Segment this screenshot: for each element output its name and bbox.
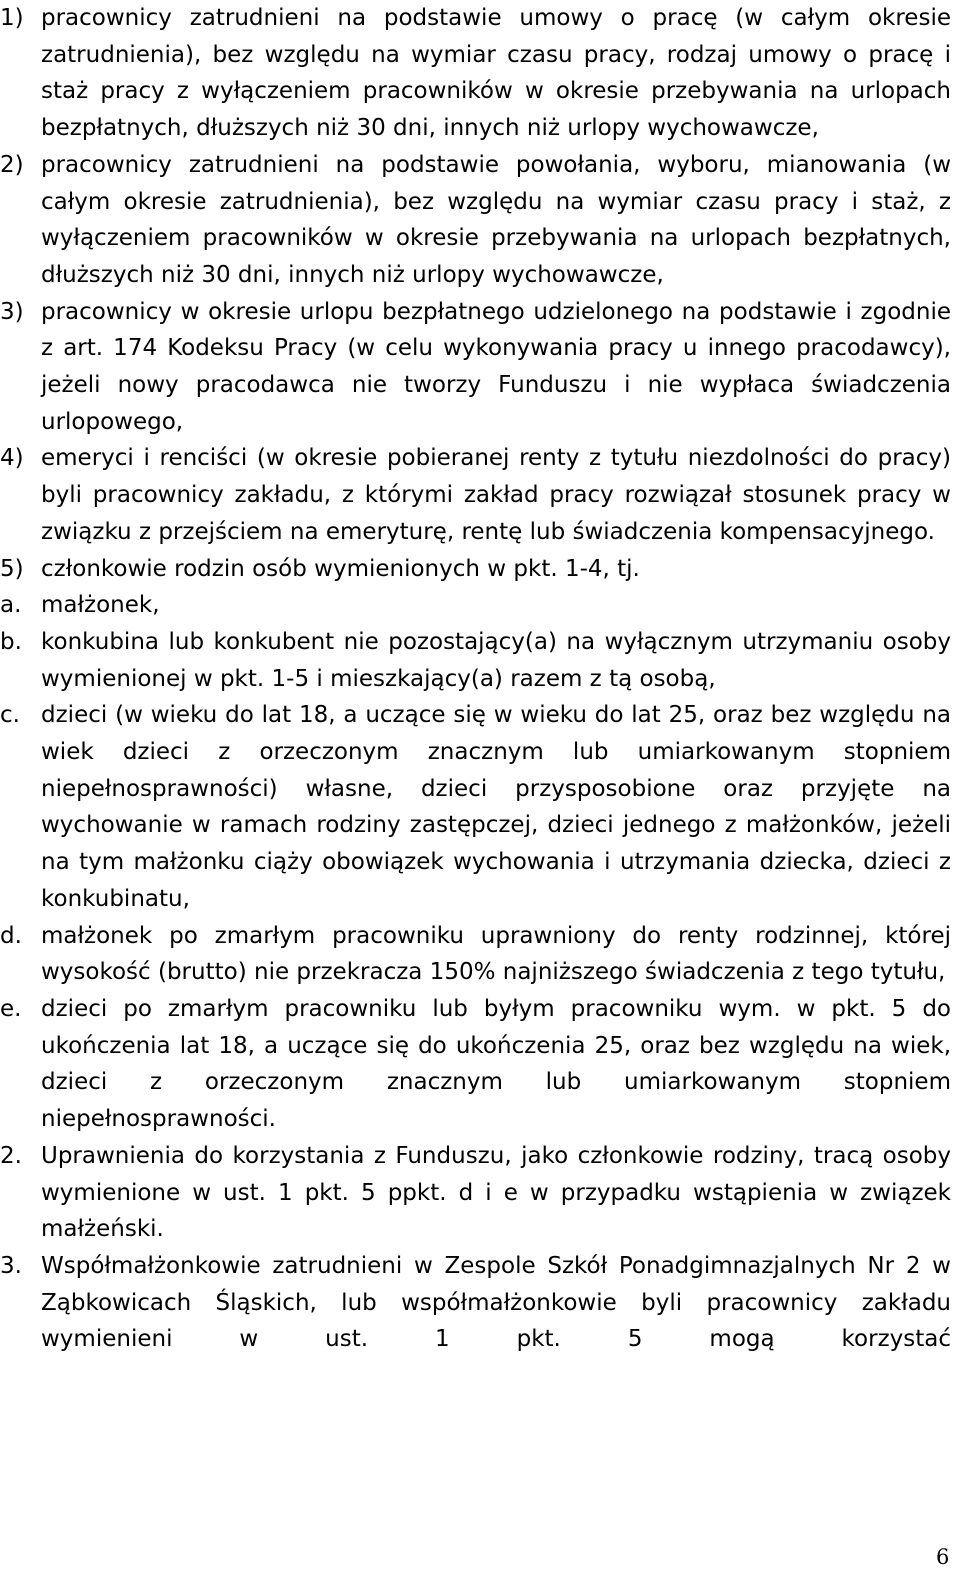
list-marker: d. — [0, 922, 22, 949]
list-marker: 2. — [0, 1142, 22, 1169]
list-marker: a. — [0, 592, 22, 619]
list-item-text: pracownicy w okresie urlopu bezpłatnego udzielonego na podstawie i zgodnie z art. 174 Kodeksu Pracy (w celu wykonywania pracy u innego pracodawcy), jeżeli nowy pracodawca nie tworzy Funduszu i nie wypłaca świadczenia urlopowego, — [41, 298, 951, 435]
sub-list-item — [0, 587, 960, 624]
list-item-text: małżonek po zmarłym pracowniku uprawniony do renty rodzinnej, której wysokość (brutto) nie przekracza 150% najniższego świadczenia z tego tytułu, — [41, 922, 951, 986]
list-marker: 4) — [0, 445, 24, 472]
list-item-text: pracownicy zatrudnieni na podstawie umowy o pracę (w całym okresie zatrudnienia), bez względu na wymiar czasu pracy, rodzaj umowy o pracę i staż pracy z wyłączeniem pracowników w okresie przebywania na urlopach bezpłatnych, dłuższych niż 30 dni, innych niż urlopy wychowawcze, — [41, 5, 951, 142]
list-marker: b. — [0, 628, 22, 655]
sub-list-item — [0, 918, 960, 991]
list-marker: 1) — [0, 5, 24, 31]
paragraph-text: Współmałżonkowie zatrudnieni w Zespole Szkół Ponadgimnazjalnych Nr 2 w Ząbkowicach Śląskich, lub współmałżonkowie byli pracownicy zakładu wymienieni w ust. 1 pkt. 5 mogą korzystać — [41, 1252, 951, 1353]
sub-list-item — [0, 991, 960, 1138]
page-number: 6 — [936, 1545, 950, 1569]
list-item — [0, 294, 960, 441]
numbered-paragraph — [0, 1248, 960, 1358]
list-item-text: emeryci i renciści (w okresie pobieranej renty z tytułu niezdolności do pracy) byli pracownicy zakładu, z którymi zakład pracy rozwiązał stosunek pracy w związku z przejściem na emeryturę, rentę lub świadczenia kompensacyjnego. — [41, 445, 951, 545]
sub-list-item — [0, 624, 960, 697]
list-item — [0, 440, 960, 550]
list-marker: c. — [0, 702, 20, 729]
list-item-text: członkowie rodzin osób wymienionych w pkt. 1-4, tj. — [41, 555, 640, 582]
list-item — [0, 147, 960, 294]
list-marker: 5) — [0, 555, 24, 582]
list-item-text: konkubina lub konkubent nie pozostający(a) na wyłącznym utrzymaniu osoby wymienionej w pkt. 1-5 i mieszkający(a) razem z tą osobą, — [41, 628, 951, 692]
numbered-paragraph — [0, 1138, 960, 1248]
list-item — [0, 0, 960, 147]
list-marker: e. — [0, 995, 22, 1022]
list-item-text: pracownicy zatrudnieni na podstawie powołania, wyboru, mianowania (w całym okresie zatrudnienia), bez względu na wymiar czasu pracy i staż, z wyłączeniem pracowników w okresie przebywania na urlopach bezpłatnych, dłuższych niż 30 dni, innych niż urlopy wychowawcze, — [41, 151, 951, 288]
list-marker: 3) — [0, 298, 24, 325]
list-item-text: dzieci (w wieku do lat 18, a uczące się w wieku do lat 25, oraz bez względu na wiek dzieci z orzeczonym znacznym lub umiarkowanym stopniem niepełnosprawności) własne, dzieci przysposobione oraz przyjęte na wychowanie w ramach rodziny zastępczej, dzieci jednego z małżonków, jeżeli na tym małżonku ciąży obowiązek wychowania i utrzymania dziecka, dzieci z konkubinatu, — [41, 702, 951, 912]
paragraph-text: Uprawnienia do korzystania z Funduszu, jako członkowie rodziny, tracą osoby wymienione w ust. 1 pkt. 5 ppkt. d i e w przypadku wstąpienia w związek małżeński. — [41, 1142, 951, 1243]
list-item-text: dzieci po zmarłym pracowniku lub byłym pracowniku wym. w pkt. 5 do ukończenia lat 18, a uczące się do ukończenia 25, oraz bez względu na wiek, dzieci z orzeczonym znacznym lub umiarkowanym stopniem niepełnosprawności. — [41, 995, 951, 1133]
sub-list-item — [0, 697, 960, 917]
list-marker: 3. — [0, 1252, 22, 1279]
list-item — [0, 551, 960, 588]
list-item-text: małżonek, — [41, 592, 160, 619]
list-marker: 2) — [0, 151, 24, 178]
